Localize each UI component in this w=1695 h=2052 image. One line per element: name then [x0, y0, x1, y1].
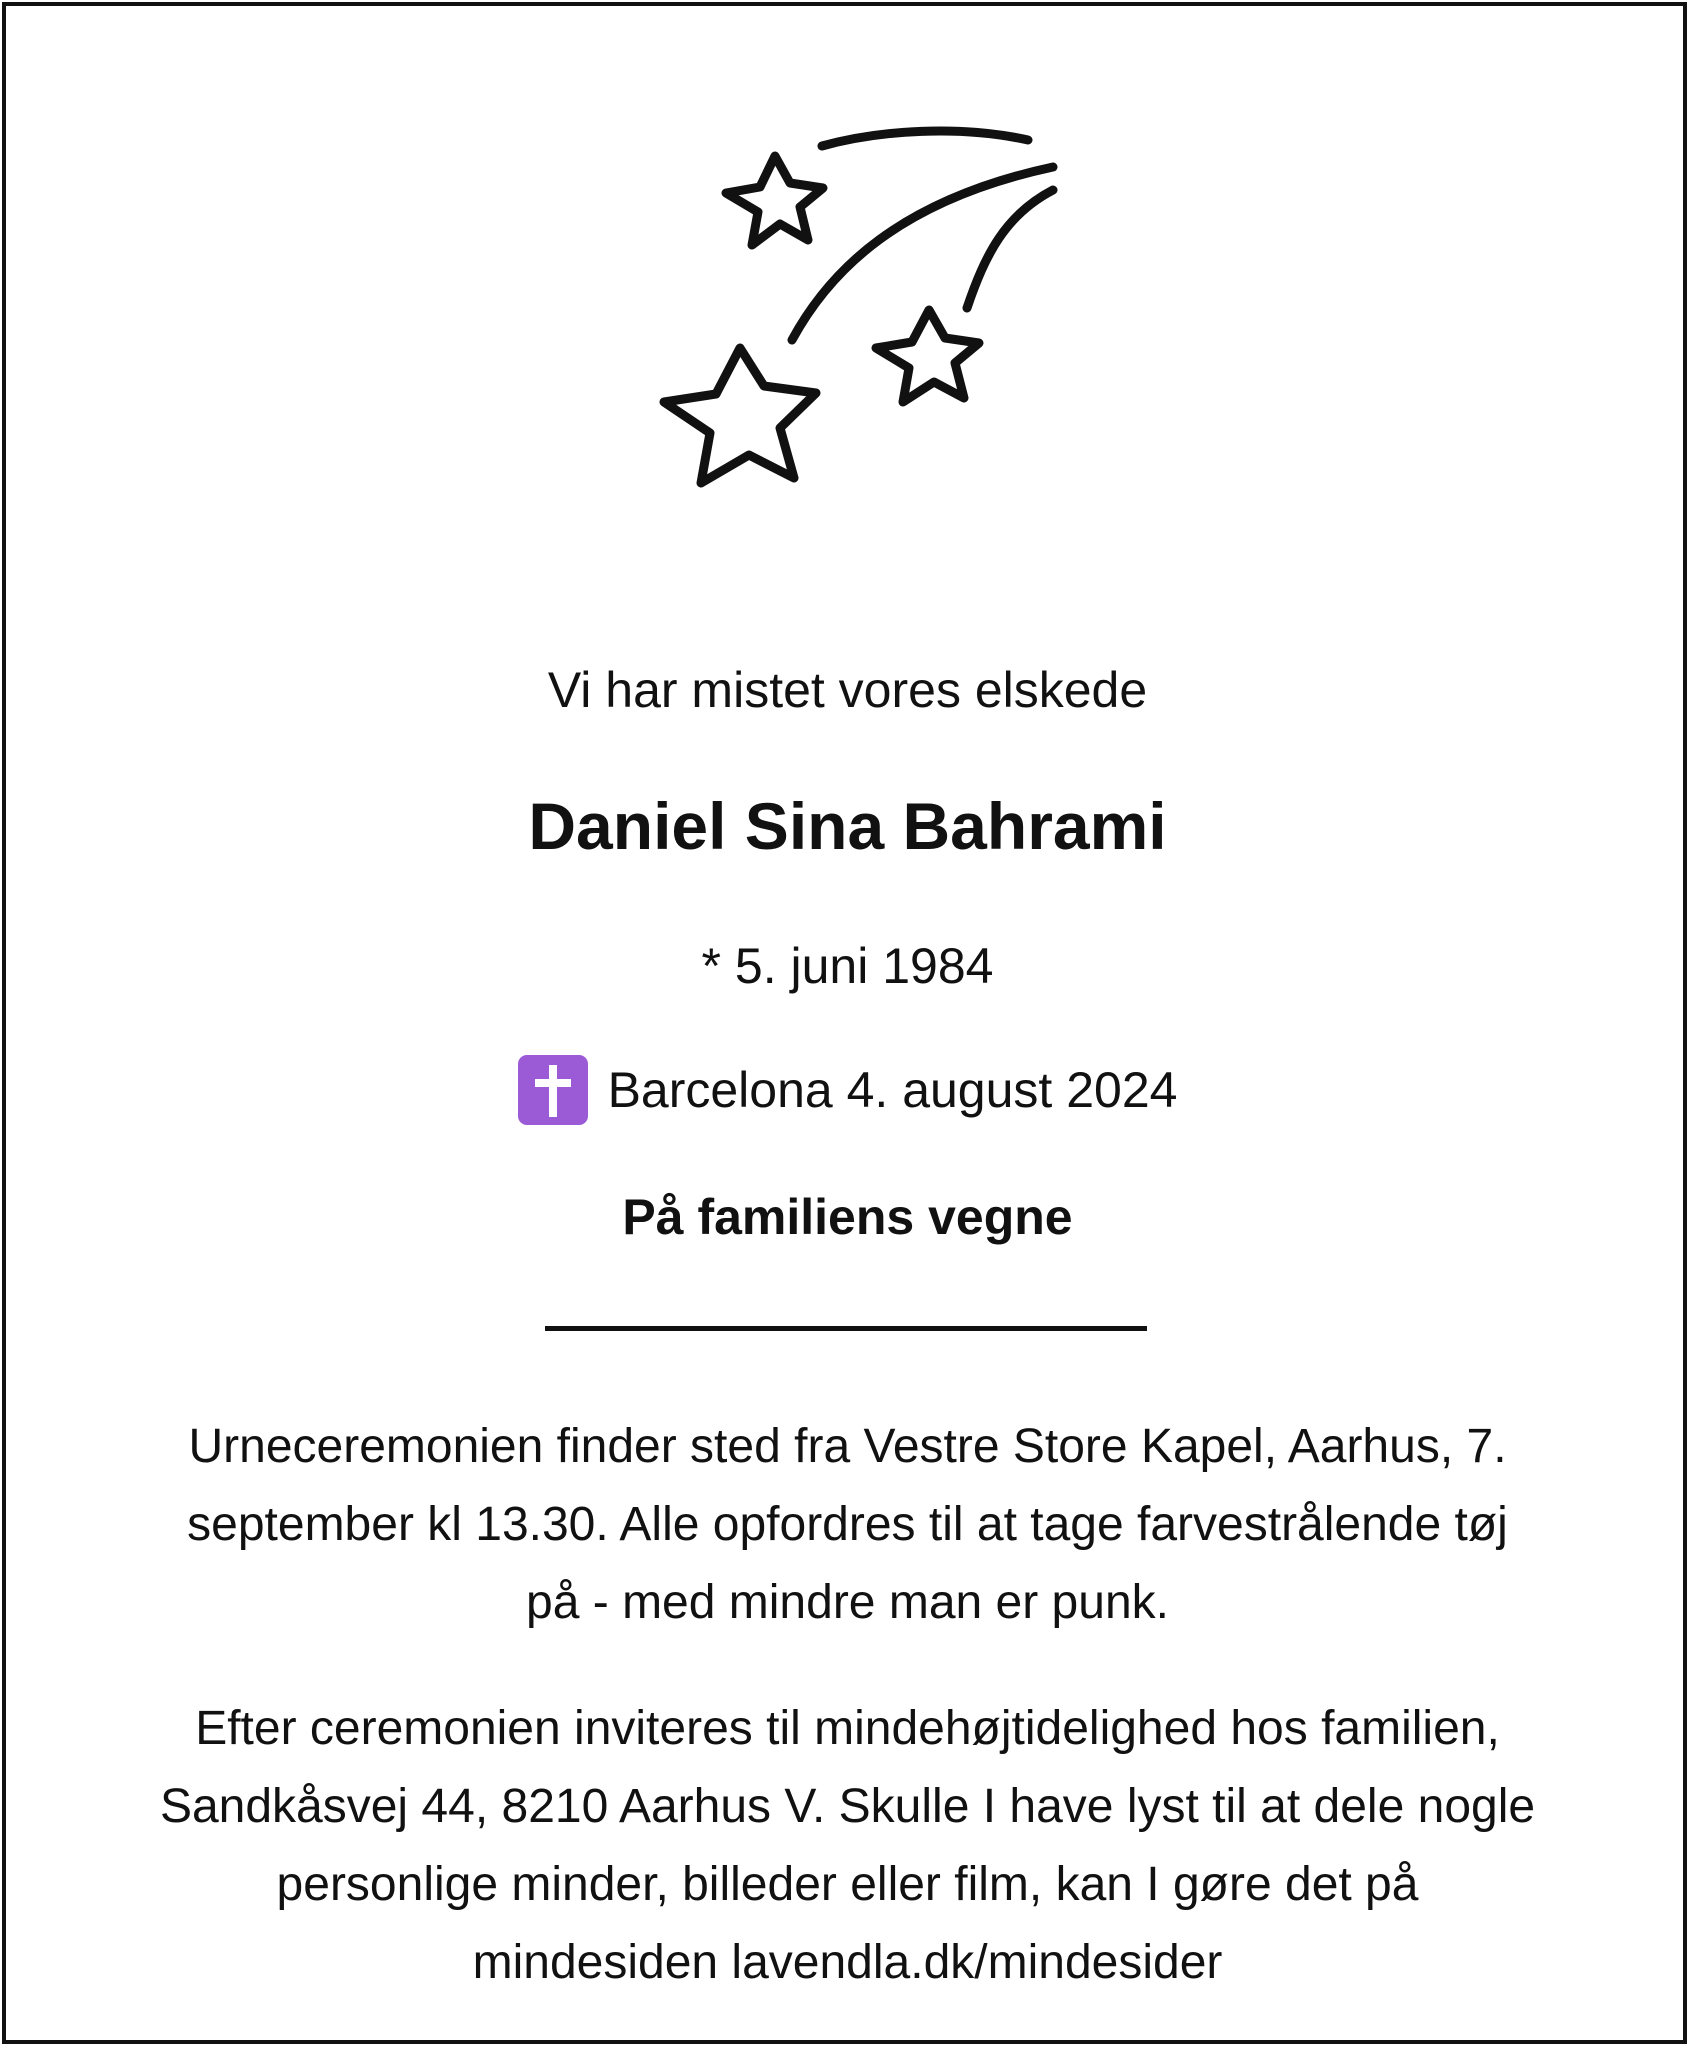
signature-text: På familiens vegne: [622, 1189, 1073, 1245]
star-medium-right: [876, 310, 979, 402]
ceremony-line: på - med mindre man er punk.: [526, 1576, 1169, 1629]
intro-text: Vi har mistet vores elskede: [547, 662, 1148, 718]
ceremony-line: september kl 13.30. Alle opfordres til at tage farvestrålende tøj: [187, 1498, 1508, 1551]
memorial-line: mindesiden lavendla.dk/mindesider: [472, 1936, 1223, 1989]
memorial-paragraph: [40, 1690, 1655, 2002]
star-trail-top: [822, 131, 1028, 146]
star-large-left: [664, 348, 816, 483]
deceased-name: Daniel Sina Bahrami: [528, 789, 1167, 863]
latin-cross-icon: [518, 1055, 588, 1125]
star-trail-bottom: [967, 190, 1053, 308]
shooting-stars-icon: [620, 115, 1070, 540]
ceremony-paragraph: [40, 1408, 1655, 1642]
birth-date: * 5. juni 1984: [701, 938, 994, 994]
death-place-date: Barcelona 4. august 2024: [607, 1062, 1178, 1118]
memorial-line: personlige minder, billeder eller film, kan I gøre det på: [276, 1858, 1419, 1911]
death-line: [0, 1054, 1695, 1126]
memorial-line: Sandkåsvej 44, 8210 Aarhus V. Skulle I have lyst til at dele nogle: [159, 1780, 1536, 1833]
divider-line: [545, 1326, 1147, 1331]
memorial-line: Efter ceremonien inviteres til mindehøjtidelighed hos familien,: [195, 1702, 1500, 1755]
star-small-top: [726, 156, 823, 245]
ceremony-line: Urneceremonien finder sted fra Vestre Store Kapel, Aarhus, 7.: [188, 1420, 1507, 1473]
